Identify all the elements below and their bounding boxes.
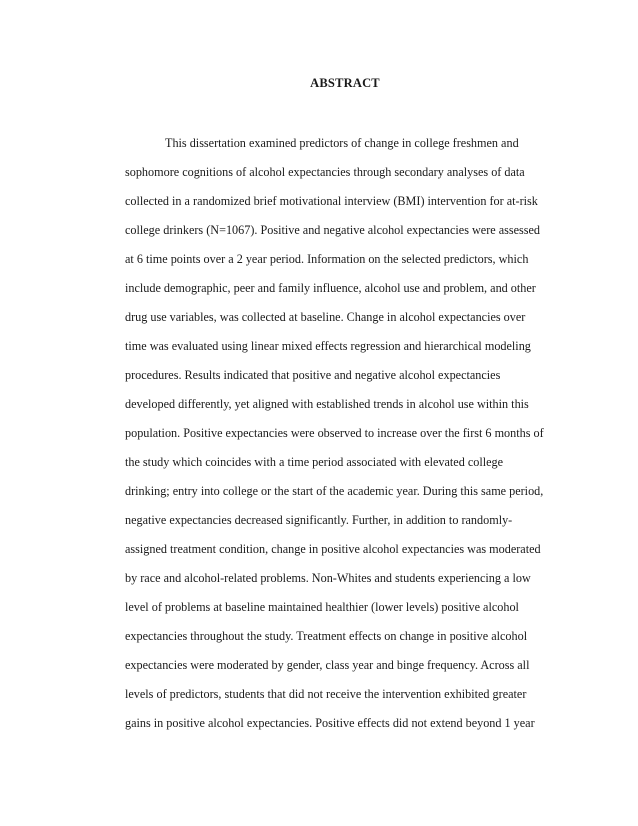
- paragraph-line: level of problems at baseline maintained healthier (lower levels) positive alcohol: [125, 600, 519, 614]
- page-title: ABSTRACT: [310, 76, 380, 90]
- paragraph-line: time was evaluated using linear mixed effects regression and hierarchical modeling: [125, 339, 531, 353]
- paragraph-line: the study which coincides with a time period associated with elevated college: [125, 455, 504, 469]
- paragraph-line: expectancies throughout the study. Treatment effects on change in positive alcohol: [125, 629, 528, 643]
- paragraph-line: college drinkers (N=1067). Positive and negative alcohol expectancies were assessed: [125, 223, 541, 237]
- paragraph-line: developed differently, yet aligned with established trends in alcohol use within this: [125, 397, 529, 411]
- paragraph-line: expectancies were moderated by gender, class year and binge frequency. Across all: [125, 658, 530, 672]
- paragraph-line: negative expectancies decreased significantly. Further, in addition to randomly-: [125, 513, 513, 527]
- paragraph-line: sophomore cognitions of alcohol expectancies through secondary analyses of data: [125, 165, 525, 179]
- paragraph-line: at 6 time points over a 2 year period. Information on the selected predictors, which: [125, 252, 529, 266]
- paragraph-line: gains in positive alcohol expectancies. Positive effects did not extend beyond 1 year: [125, 716, 535, 730]
- paragraph-line: drinking; entry into college or the start of the academic year. During this same period,: [125, 484, 544, 498]
- paragraph-line: by race and alcohol-related problems. Non-Whites and students experiencing a low: [125, 571, 531, 585]
- paragraph-line: population. Positive expectancies were observed to increase over the first 6 months of: [125, 426, 544, 440]
- paragraph-line: assigned treatment condition, change in positive alcohol expectancies was moderated: [125, 542, 541, 556]
- paragraph-line: include demographic, peer and family influence, alcohol use and problem, and other: [125, 281, 536, 295]
- paragraph-line: drug use variables, was collected at baseline. Change in alcohol expectancies over: [125, 310, 526, 324]
- paragraph-line: levels of predictors, students that did not receive the intervention exhibited greater: [125, 687, 527, 701]
- paragraph-line: collected in a randomized brief motivational interview (BMI) intervention for at-risk: [125, 194, 538, 208]
- paragraph-line: procedures. Results indicated that positive and negative alcohol expectancies: [125, 368, 501, 382]
- paragraph-line: This dissertation examined predictors of change in college freshmen and: [165, 136, 519, 150]
